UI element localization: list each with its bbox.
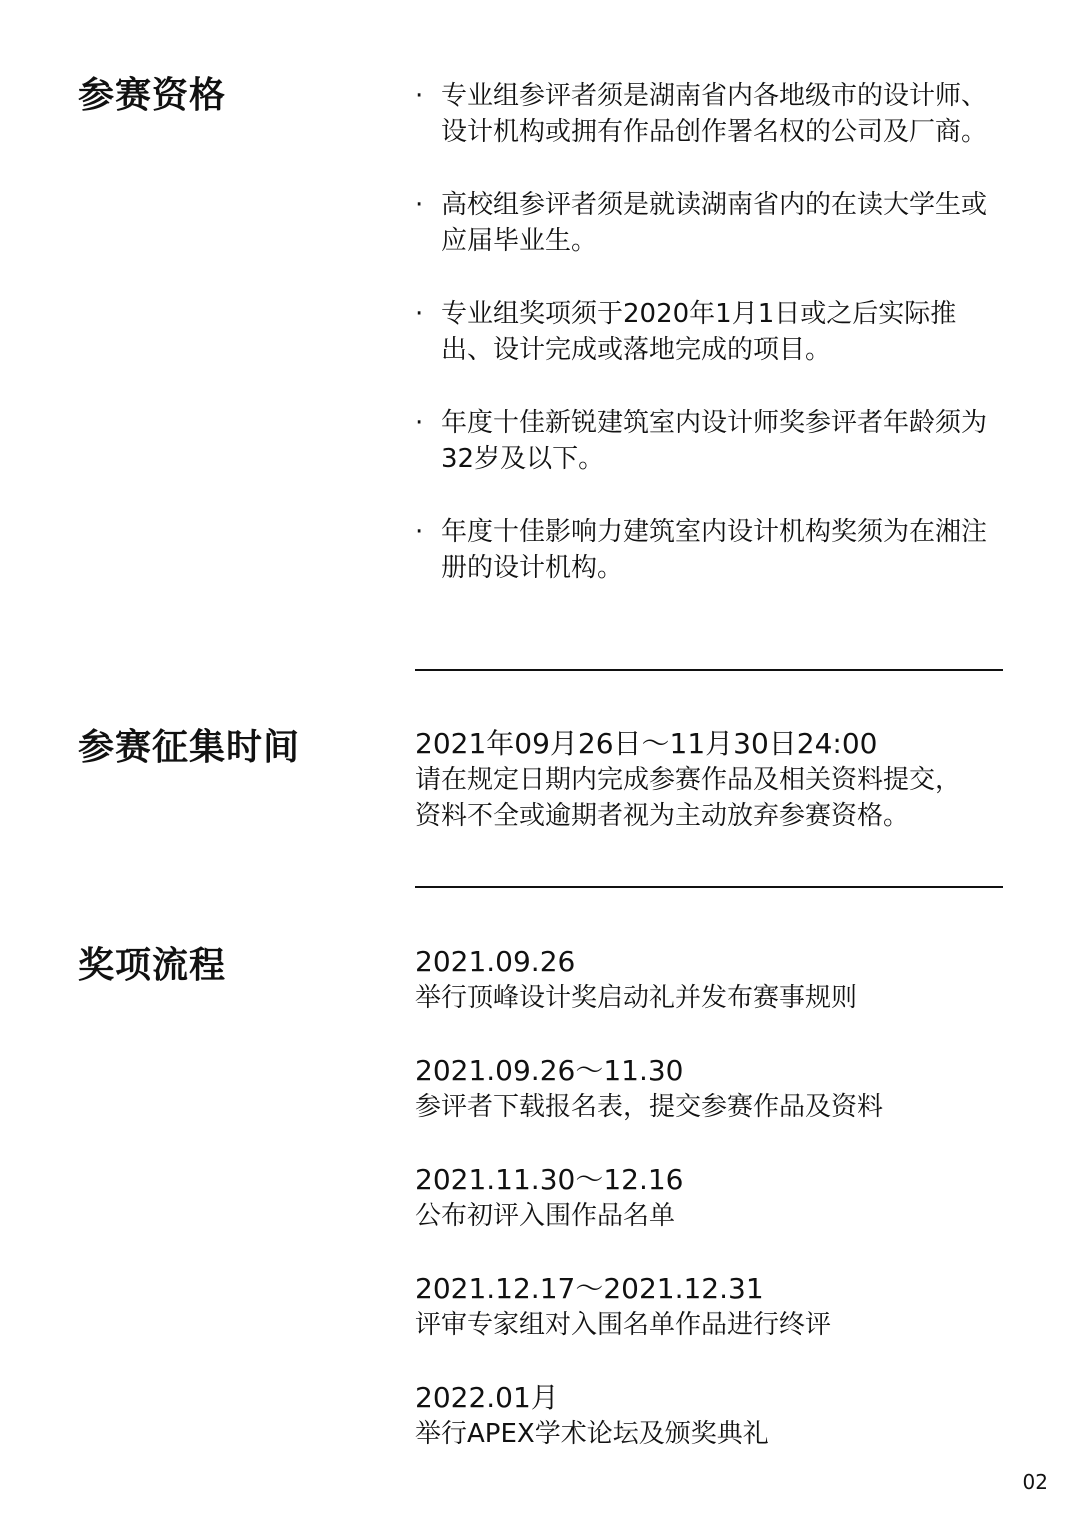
page-number: 02	[1022, 1470, 1048, 1494]
timeline-desc: 参评者下载报名表，提交参赛作品及资料	[415, 1092, 884, 1122]
timeline-date: 2021.09.26	[415, 945, 576, 978]
timeline-date: 2022.01月	[415, 1381, 559, 1414]
eligibility-item-text: 专业组参评者须是湖南省内各地级市的设计师、设计机构或拥有作品创作署名权的公司及厂商。	[441, 81, 988, 147]
bullet-icon: ·	[415, 517, 424, 547]
eligibility-item	[415, 296, 1005, 368]
eligibility-item-text: 高校组参评者须是就读湖南省内的在读大学生或应届毕业生。	[441, 190, 988, 256]
timeline-item	[415, 1053, 1005, 1125]
timeline-item	[415, 1271, 1005, 1343]
eligibility-heading: 参赛资格	[78, 75, 227, 116]
bullet-icon: ·	[415, 190, 424, 220]
eligibility-item	[415, 78, 1005, 150]
timeline-date: 2021.11.30～12.16	[415, 1163, 684, 1196]
bullet-icon: ·	[415, 299, 424, 329]
section-divider	[415, 669, 1003, 671]
collection-period: 2021年09月26日～11月30日24:00	[415, 727, 878, 760]
timeline-item	[415, 1380, 1005, 1452]
collection-block	[415, 726, 1005, 834]
timeline-desc: 举行APEX学术论坛及颁奖典礼	[415, 1419, 769, 1449]
collection-heading: 参赛征集时间	[78, 727, 301, 768]
eligibility-item-text: 年度十佳新锐建筑室内设计师奖参评者年龄须为32岁及以下。	[441, 408, 988, 474]
timeline-item	[415, 1162, 1005, 1234]
timeline-desc: 公布初评入围作品名单	[415, 1201, 676, 1231]
eligibility-item	[415, 405, 1005, 477]
process-timeline	[415, 944, 1005, 1489]
section-divider	[415, 886, 1003, 888]
timeline-desc: 评审专家组对入围名单作品进行终评	[415, 1310, 832, 1340]
timeline-desc: 举行顶峰设计奖启动礼并发布赛事规则	[415, 983, 858, 1013]
timeline-date: 2021.09.26～11.30	[415, 1054, 684, 1087]
bullet-icon: ·	[415, 81, 424, 111]
collection-note-line: 请在规定日期内完成参赛作品及相关资料提交，	[415, 765, 962, 795]
eligibility-item	[415, 514, 1005, 586]
collection-note-line: 资料不全或逾期者视为主动放弃参赛资格。	[415, 801, 910, 831]
eligibility-item	[415, 187, 1005, 259]
eligibility-list	[415, 78, 1005, 623]
process-heading: 奖项流程	[78, 945, 227, 986]
timeline-item	[415, 944, 1005, 1016]
timeline-date: 2021.12.17～2021.12.31	[415, 1272, 764, 1305]
eligibility-item-text: 年度十佳影响力建筑室内设计机构奖须为在湘注册的设计机构。	[441, 517, 988, 583]
eligibility-item-text: 专业组奖项须于2020年1月1日或之后实际推出、设计完成或落地完成的项目。	[441, 299, 957, 365]
bullet-icon: ·	[415, 408, 424, 438]
